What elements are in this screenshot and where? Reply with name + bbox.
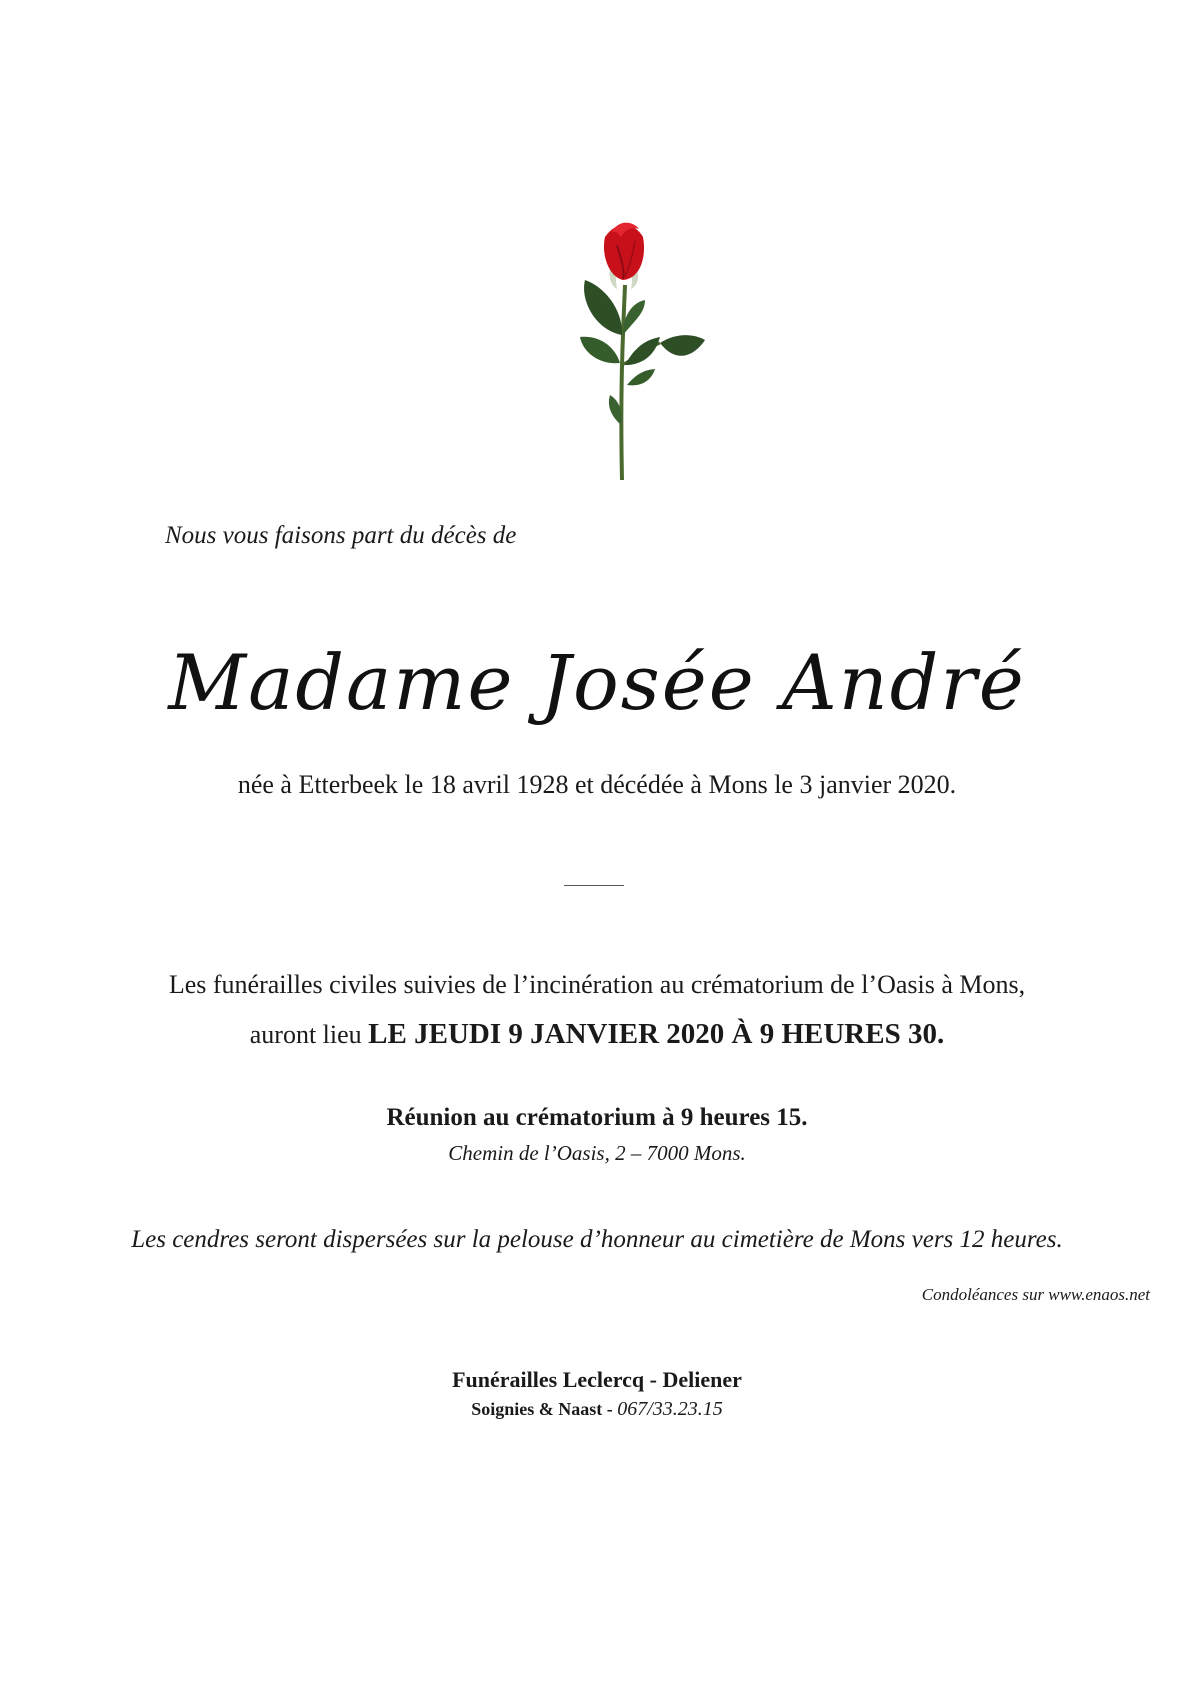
funeral-home-contact	[0, 1398, 1194, 1421]
ceremony-description: Les funérailles civiles suivies de l’incinération au crématorium de l’Oasis à Mons,	[168, 970, 1026, 999]
crematorium-address: Chemin de l’Oasis, 2 – 7000 Mons.	[448, 1141, 746, 1165]
ashes-note: Les cendres seront dispersées sur la pelouse d’honneur au cimetière de Mons vers 12 heures.	[131, 1226, 1063, 1253]
birth-death-dates: née à Etterbeek le 18 avril 1928 et décédée à Mons le 3 janvier 2020.	[237, 770, 957, 799]
funeral-home-phone: 067/33.23.15	[617, 1398, 723, 1420]
funeral-home-name: Funérailles Leclercq - Deliener	[452, 1367, 742, 1392]
ceremony-datetime-prefix: auront lieu	[249, 1020, 362, 1049]
funeral-home-places: Soignies & Naast -	[471, 1399, 613, 1419]
intro-text: Nous vous faisons part du décès de	[165, 522, 517, 549]
rose-icon	[565, 215, 715, 485]
condolences-link[interactable]: Condoléances sur www.enaos.net	[921, 1285, 1150, 1304]
deceased-name: Madame Josée André	[168, 638, 1026, 727]
ceremony-datetime-value: LE JEUDI 9 JANVIER 2020 À 9 HEURES 30.	[368, 1018, 945, 1050]
reunion-time: Réunion au crématorium à 9 heures 15.	[386, 1104, 808, 1131]
separator-line	[564, 885, 624, 886]
ceremony-datetime	[0, 1018, 1194, 1051]
